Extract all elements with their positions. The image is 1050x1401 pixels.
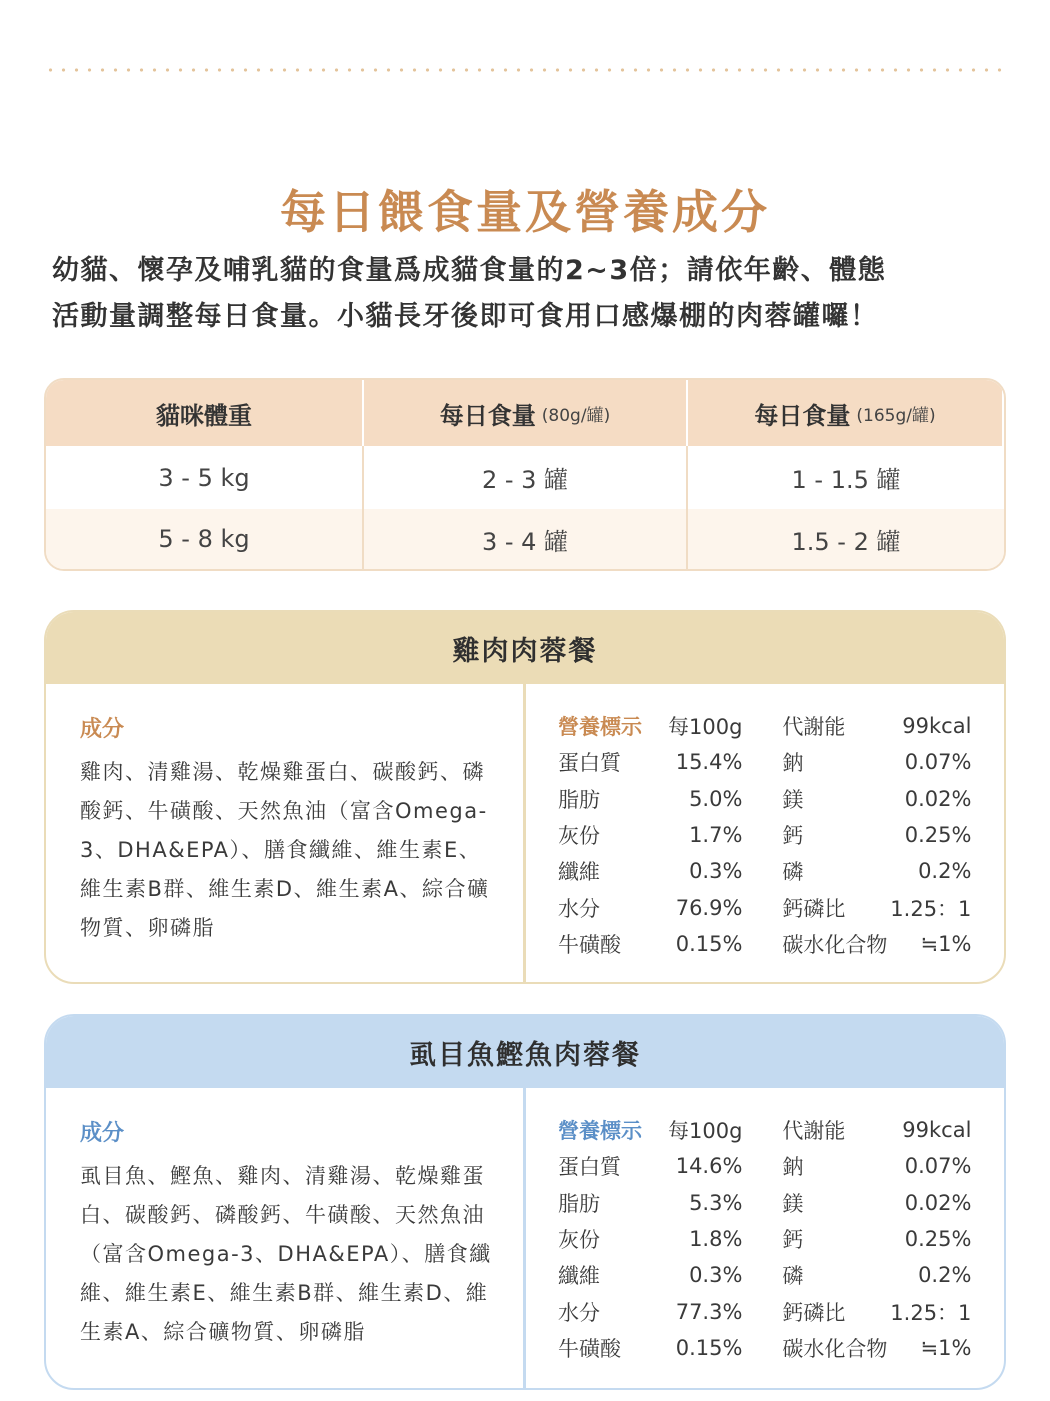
ingredients-section xyxy=(46,1088,526,1388)
nutrition-label: 脂肪 xyxy=(558,1191,600,1216)
product-card-milkfish-bonito xyxy=(44,1014,1006,1390)
table-cell: 3 - 5 kg xyxy=(46,446,364,509)
nutrition-label: 灰份 xyxy=(558,824,600,849)
nutrition-label: 鎂 xyxy=(782,1191,804,1216)
nutrition-value: 0.02% xyxy=(904,786,972,811)
nutrition-label: 水分 xyxy=(558,896,600,921)
nutrition-value: 0.25% xyxy=(904,1227,972,1252)
intro-text xyxy=(52,248,1012,340)
nutrition-row xyxy=(558,708,971,744)
nutrition-label: 鈉 xyxy=(782,751,804,776)
nutrition-value: 0.02% xyxy=(904,1190,972,1215)
nutrition-value: 0.3% xyxy=(689,1263,743,1288)
nutrition-section xyxy=(526,1088,1004,1388)
nutrition-value: 1.25：1 xyxy=(890,1300,972,1325)
nutrition-row xyxy=(558,1293,971,1329)
nutrition-label: 牛磺酸 xyxy=(558,1336,621,1361)
nutrition-value: 0.15% xyxy=(675,931,743,956)
nutrition-label: 營養標示 xyxy=(558,715,642,740)
nutrition-label: 磷 xyxy=(782,1264,804,1289)
nutrition-label: 牛磺酸 xyxy=(558,932,621,957)
nutrition-label: 纖維 xyxy=(558,1264,600,1289)
nutrition-label: 鈣磷比 xyxy=(782,896,846,921)
nutrition-label: 鈉 xyxy=(782,1155,804,1180)
nutrition-value: 99kcal xyxy=(902,714,972,739)
nutrition-row xyxy=(558,1185,971,1221)
nutrition-label: 鈣 xyxy=(782,824,804,849)
table-cell: 5 - 8 kg xyxy=(46,509,364,569)
header-unit: (80g/罐) xyxy=(541,405,611,426)
nutrition-label: 代謝能 xyxy=(782,715,846,740)
nutrition-value: 5.0% xyxy=(689,786,743,811)
intro-line-2: 活動量調整每日食量。小貓長牙後即可食用口感爆棚的肉蓉罐囉！ xyxy=(52,301,879,332)
nutrition-table xyxy=(558,1112,971,1366)
intro-line-1: 幼貓、懷孕及哺乳貓的食量爲成貓食量的2~3倍；請依年齡、體態 xyxy=(52,255,887,286)
header-label: 每日食量 xyxy=(754,401,851,430)
ingredients-text: 虱目魚、鰹魚、雞肉、清雞湯、乾燥雞蛋白、碳酸鈣、磷酸鈣、牛磺酸、天然魚油（富含Omega-3、DHA&EPA）、膳食纖維、維生素E、維生素B群、維生素D、維生素A、綜合礦物質、卵磷脂 xyxy=(80,1164,492,1344)
nutrition-value: 5.3% xyxy=(689,1190,743,1215)
table-cell: 2 - 3 罐 xyxy=(364,446,688,509)
nutrition-label: 營養標示 xyxy=(558,1119,642,1144)
table-cell: 1.5 - 2 罐 xyxy=(791,527,901,556)
nutrition-value: 1.8% xyxy=(689,1227,743,1252)
nutrition-value: 15.4% xyxy=(675,750,743,775)
nutrition-value: 0.3% xyxy=(689,859,743,884)
table-row xyxy=(46,509,1004,569)
table-row xyxy=(46,446,1004,509)
nutrition-row xyxy=(558,1257,971,1293)
nutrition-row xyxy=(558,817,971,853)
nutrition-label: 脂肪 xyxy=(558,787,600,812)
nutrition-label: 蛋白質 xyxy=(558,1155,621,1180)
product-name: 雞肉肉蓉餐 xyxy=(46,612,1004,684)
nutrition-value: 0.07% xyxy=(904,750,972,775)
dotted-divider xyxy=(44,68,1006,72)
page-title: 每日餵食量及營養成分 xyxy=(280,185,770,239)
header-cat-weight xyxy=(46,380,364,446)
nutrition-row xyxy=(558,781,971,817)
feeding-table xyxy=(44,378,1006,571)
feeding-table-header xyxy=(46,380,1004,446)
table-cell: 1 - 1.5 罐 xyxy=(791,466,901,494)
nutrition-value: 每100g xyxy=(668,1119,743,1144)
nutrition-row xyxy=(558,926,971,962)
nutrition-label: 水分 xyxy=(558,1300,600,1325)
nutrition-row xyxy=(558,1112,971,1148)
nutrition-row xyxy=(558,1148,971,1184)
nutrition-value: 0.2% xyxy=(918,1263,972,1288)
nutrition-value: 77.3% xyxy=(675,1299,743,1324)
header-label: 貓咪體重 xyxy=(156,401,252,430)
nutrition-value: 0.15% xyxy=(675,1335,743,1360)
nutrition-label: 鎂 xyxy=(782,787,804,812)
nutrition-value: 99kcal xyxy=(902,1118,972,1143)
nutrition-row xyxy=(558,853,971,889)
header-daily-80g xyxy=(364,380,688,446)
ingredients-title: 成分 xyxy=(80,717,125,742)
ingredients-text: 雞肉、清雞湯、乾燥雞蛋白、碳酸鈣、磷酸鈣、牛磺酸、天然魚油（富含Omega-3、DHA&EPA）、膳食纖維、維生素E、維生素B群、維生素D、維生素A、綜合礦物質、卵磷脂 xyxy=(80,760,490,940)
nutrition-label: 鈣磷比 xyxy=(782,1300,846,1325)
nutrition-value: 1.25：1 xyxy=(890,896,972,921)
nutrition-label: 代謝能 xyxy=(782,1119,846,1144)
nutrition-label: 磷 xyxy=(782,860,804,885)
ingredients-section xyxy=(46,684,526,982)
product-body xyxy=(46,1088,1004,1388)
header-daily-165g xyxy=(688,380,1004,446)
ingredients-title: 成分 xyxy=(80,1121,125,1146)
nutrition-value: 0.07% xyxy=(904,1154,972,1179)
nutrition-section xyxy=(526,684,1004,982)
nutrition-table xyxy=(558,708,971,962)
nutrition-label: 灰份 xyxy=(558,1228,600,1253)
nutrition-label: 碳水化合物 xyxy=(782,1336,888,1361)
product-card-chicken xyxy=(44,610,1006,984)
nutrition-label: 鈣 xyxy=(782,1228,804,1253)
nutrition-row xyxy=(558,1330,971,1366)
table-cell: 3 - 4 罐 xyxy=(364,509,688,569)
product-body xyxy=(46,684,1004,982)
nutrition-label: 蛋白質 xyxy=(558,751,621,776)
nutrition-label: 碳水化合物 xyxy=(782,932,888,957)
nutrition-label: 纖維 xyxy=(558,860,600,885)
nutrition-value: 76.9% xyxy=(675,895,743,920)
header-label: 每日食量 xyxy=(439,401,536,430)
nutrition-row xyxy=(558,744,971,780)
nutrition-value: 1.7% xyxy=(689,823,743,848)
nutrition-value: 0.25% xyxy=(904,823,972,848)
nutrition-value: ≒1% xyxy=(920,1335,972,1360)
nutrition-value: 14.6% xyxy=(675,1154,743,1179)
nutrition-value: ≒1% xyxy=(920,931,972,956)
nutrition-row xyxy=(558,1221,971,1257)
nutrition-row xyxy=(558,889,971,925)
header-unit: (165g/罐) xyxy=(856,405,936,426)
nutrition-value: 0.2% xyxy=(918,859,972,884)
nutrition-value: 每100g xyxy=(668,715,743,740)
product-name: 虱目魚鰹魚肉蓉餐 xyxy=(46,1016,1004,1088)
